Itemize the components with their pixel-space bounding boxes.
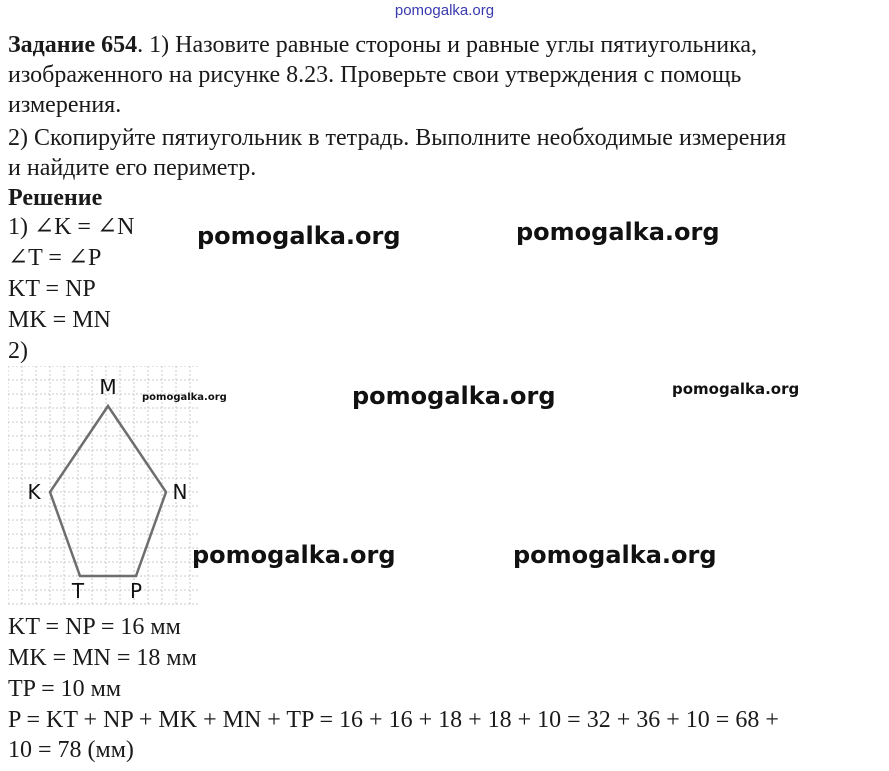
result-kt-np: KT = NP = 16 мм <box>8 614 181 640</box>
task-line-1 <box>8 30 757 60</box>
site-watermark-top: pomogalka.org <box>394 2 495 19</box>
watermark-5: pomogalka.org <box>192 541 396 569</box>
task-line-5: и найдите его периметр. <box>8 155 257 181</box>
task-line-4: 2) Скопируйте пятиугольник в тетрадь. Выполните необходимые измерения <box>8 125 787 151</box>
result-tp: TP = 10 мм <box>8 676 122 702</box>
task-line1-text: . 1) Назовите равные стороны и равные углы пятиугольника, <box>137 32 758 58</box>
watermark-2: pomogalka.org <box>516 218 720 246</box>
watermark-1: pomogalka.org <box>197 222 401 250</box>
answer-angles-tp: ∠T = ∠P <box>8 245 102 271</box>
vertex-label-n: N <box>172 480 188 504</box>
vertex-label-t: T <box>71 579 85 603</box>
vertex-label-p: P <box>129 579 143 603</box>
perimeter-line-2: 10 = 78 (мм) <box>8 737 134 763</box>
watermark-6: pomogalka.org <box>513 541 717 569</box>
watermark-4: pomogalka.org <box>672 380 800 398</box>
figure-watermark: pomogalka.org <box>142 392 227 403</box>
part2-label: 2) <box>8 338 28 364</box>
task-line-3: измерения. <box>8 92 122 118</box>
task-title: Задание 654 <box>8 32 138 58</box>
watermark-3: pomogalka.org <box>352 382 556 410</box>
answer-angles-kn: 1) ∠K = ∠N <box>8 214 135 240</box>
vertex-label-k: K <box>27 480 41 504</box>
answer-sides-mk-mn: MK = MN <box>8 307 111 333</box>
task-line-2: изображенного на рисунке 8.23. Проверьте свои утверждения с помощь <box>8 62 742 88</box>
pentagon-outline <box>50 406 166 576</box>
perimeter-line-1: P = KT + NP + MK + MN + TP = 16 + 16 + 18 + 18 + 10 = 32 + 36 + 10 = 68 + <box>8 707 779 733</box>
solution-heading: Решение <box>8 185 103 211</box>
answer-sides-kt-np: KT = NP <box>8 276 96 302</box>
vertex-label-m: M <box>99 375 117 399</box>
result-mk-mn: MK = MN = 18 мм <box>8 645 197 671</box>
